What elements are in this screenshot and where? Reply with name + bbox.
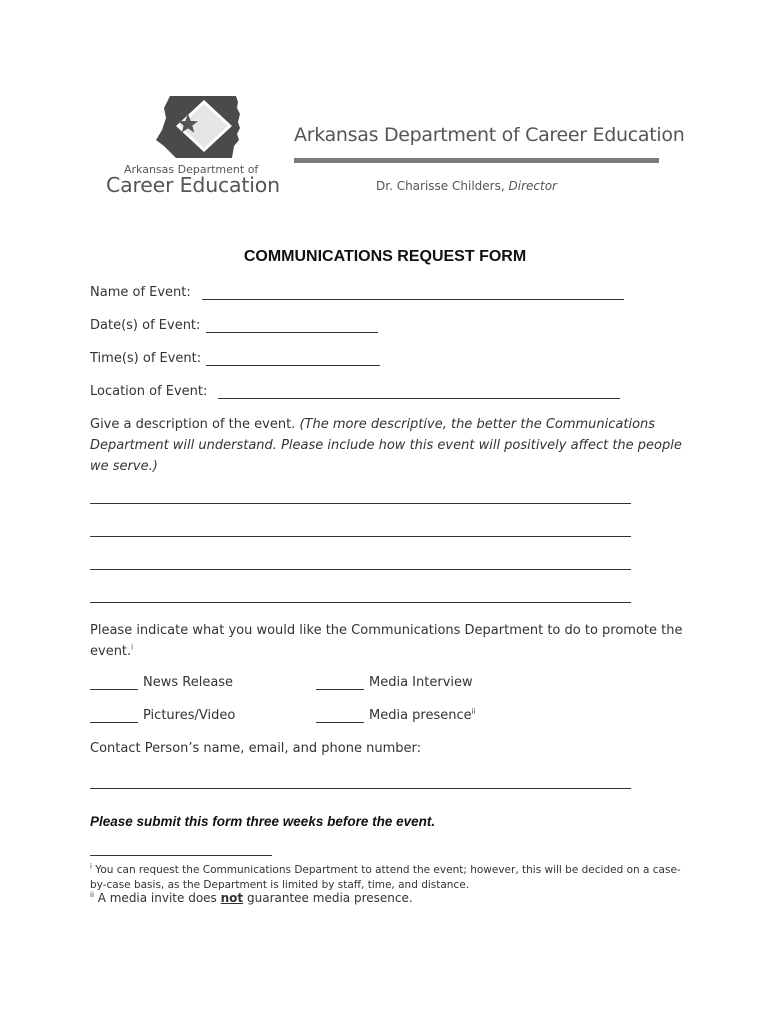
department-name: Arkansas Department of Career Education	[294, 124, 685, 146]
location-of-event-field[interactable]	[218, 398, 620, 399]
media-presence-check-line[interactable]	[316, 722, 364, 723]
footnote-2	[90, 891, 413, 905]
form-title: COMMUNICATIONS REQUEST FORM	[243, 248, 527, 265]
name-of-event-field[interactable]	[202, 299, 624, 300]
header-divider	[294, 158, 659, 163]
description-line-3[interactable]	[90, 569, 631, 570]
footnote-1-mark: i	[90, 862, 92, 871]
description-line-1[interactable]	[90, 503, 631, 504]
location-of-event-label: Location of Event:	[90, 384, 208, 399]
director-title: Director	[508, 179, 557, 193]
contact-person-field[interactable]	[90, 788, 631, 789]
description-lead: Give a description of the event.	[90, 417, 296, 432]
media-interview-label: Media Interview	[369, 675, 473, 690]
footnote-2-mark: ii	[90, 891, 94, 899]
footnote-2-before: A media invite does	[97, 891, 217, 905]
submit-deadline-note: Please submit this form three weeks before the event.	[90, 814, 436, 829]
pictures-video-label: Pictures/Video	[143, 708, 236, 723]
footnote-1-text: You can request the Communications Department to attend the event; however, this will be decided on a case-by-case basis, as the Department is limited by staff, time, and distance.	[90, 864, 681, 891]
media-presence-text: Media presence	[369, 708, 472, 723]
description-note: (The more descriptive, the better the Communications Department will understand. Please include how this event will positively affect the people we serve.)	[90, 417, 682, 474]
media-presence-label	[369, 708, 476, 723]
media-interview-check-line[interactable]	[316, 689, 364, 690]
dates-of-event-label: Date(s) of Event:	[90, 318, 201, 333]
dates-of-event-field[interactable]	[206, 332, 378, 333]
footnote-ref-ii: ii	[471, 707, 476, 716]
logo-line-2: Career Education	[106, 173, 280, 197]
logo-line-1: Arkansas Department of	[124, 163, 259, 176]
description-line-4[interactable]	[90, 602, 631, 603]
promote-prompt-text: Please indicate what you would like the Communications Department to do to promote the event.	[90, 623, 683, 659]
footnote-2-emphasis: not	[220, 891, 244, 905]
contact-person-label: Contact Person’s name, email, and phone number:	[90, 741, 421, 756]
footnote-ref-i: i	[131, 643, 134, 652]
footnote-divider	[90, 855, 272, 856]
footnote-2-after: guarantee media presence.	[247, 891, 413, 905]
description-line-2[interactable]	[90, 536, 631, 537]
times-of-event-label: Time(s) of Event:	[90, 351, 202, 366]
promote-prompt	[90, 620, 690, 662]
news-release-label: News Release	[143, 675, 234, 690]
description-prompt	[90, 414, 690, 477]
footnote-1	[90, 863, 690, 893]
pictures-video-check-line[interactable]	[90, 722, 138, 723]
name-of-event-label: Name of Event:	[90, 285, 191, 300]
director-line	[376, 179, 557, 193]
times-of-event-field[interactable]	[206, 365, 380, 366]
news-release-check-line[interactable]	[90, 689, 138, 690]
director-name: Dr. Charisse Childers,	[376, 179, 505, 193]
